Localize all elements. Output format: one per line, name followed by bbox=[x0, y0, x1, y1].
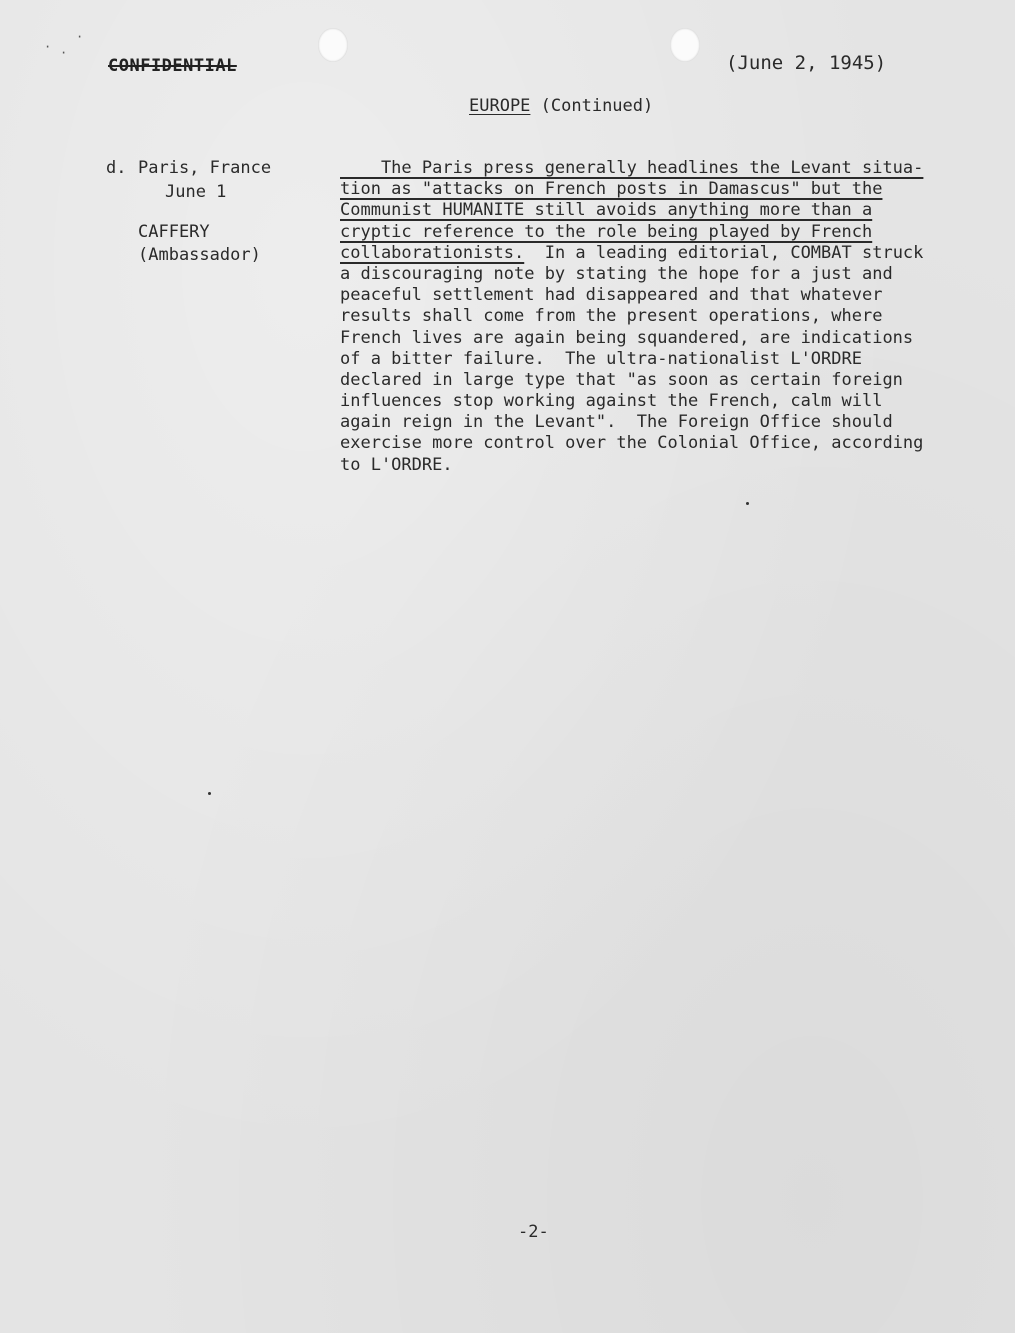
body-line: French lives are again being squandered, are indications bbox=[340, 327, 914, 348]
page-number: -2- bbox=[518, 1222, 549, 1242]
ink-dot bbox=[208, 792, 211, 795]
body-line: collaborationists. bbox=[340, 242, 525, 263]
ink-dot bbox=[746, 502, 749, 505]
entry-body bbox=[340, 158, 980, 476]
ink-speck: · bbox=[76, 30, 84, 44]
body-line: influences stop working against the French, calm will bbox=[340, 391, 883, 412]
body-line: Communist HUMANITE still avoids anything more than a bbox=[340, 200, 873, 221]
body-line: of a bitter failure. The ultra-nationalist L'ORDRE bbox=[340, 348, 862, 369]
body-line: peaceful settlement had disappeared and that whatever bbox=[340, 285, 883, 306]
body-line: tion as "attacks on French posts in Damascus" but the bbox=[340, 179, 883, 200]
body-line: a discouraging note by stating the hope for a just and bbox=[340, 263, 893, 284]
ink-speck: · bbox=[60, 46, 68, 60]
entry-date: June 1 bbox=[165, 182, 227, 202]
punch-hole bbox=[670, 28, 700, 62]
entry-place: Paris, France bbox=[138, 158, 272, 178]
body-line: declared in large type that "as soon as certain foreign bbox=[340, 369, 903, 390]
body-line: exercise more control over the Colonial Office, according bbox=[340, 433, 924, 454]
section-title: EUROPE bbox=[469, 96, 531, 116]
body-line: results shall come from the present operations, where bbox=[340, 306, 883, 327]
body-line: cryptic reference to the role being played by French bbox=[340, 221, 873, 242]
section-heading bbox=[469, 96, 653, 116]
entry-sender: CAFFERY bbox=[138, 222, 210, 242]
punch-hole bbox=[318, 28, 348, 62]
body-line-split bbox=[340, 243, 980, 264]
section-suffix: (Continued) bbox=[530, 96, 654, 116]
classification-stamp-struck: CONFIDENTIAL bbox=[108, 56, 237, 76]
body-line: again reign in the Levant". The Foreign Office should bbox=[340, 412, 893, 433]
entry-letter: d. bbox=[106, 158, 127, 178]
body-line: to L'ORDRE. bbox=[340, 454, 453, 475]
entry-sender-title: (Ambassador) bbox=[138, 245, 261, 265]
body-line: The Paris press generally headlines the Levant situa- bbox=[340, 158, 924, 178]
document-date: (June 2, 1945) bbox=[726, 52, 887, 74]
body-line: In a leading editorial, COMBAT struck bbox=[524, 242, 924, 263]
ink-speck: · bbox=[44, 40, 52, 54]
